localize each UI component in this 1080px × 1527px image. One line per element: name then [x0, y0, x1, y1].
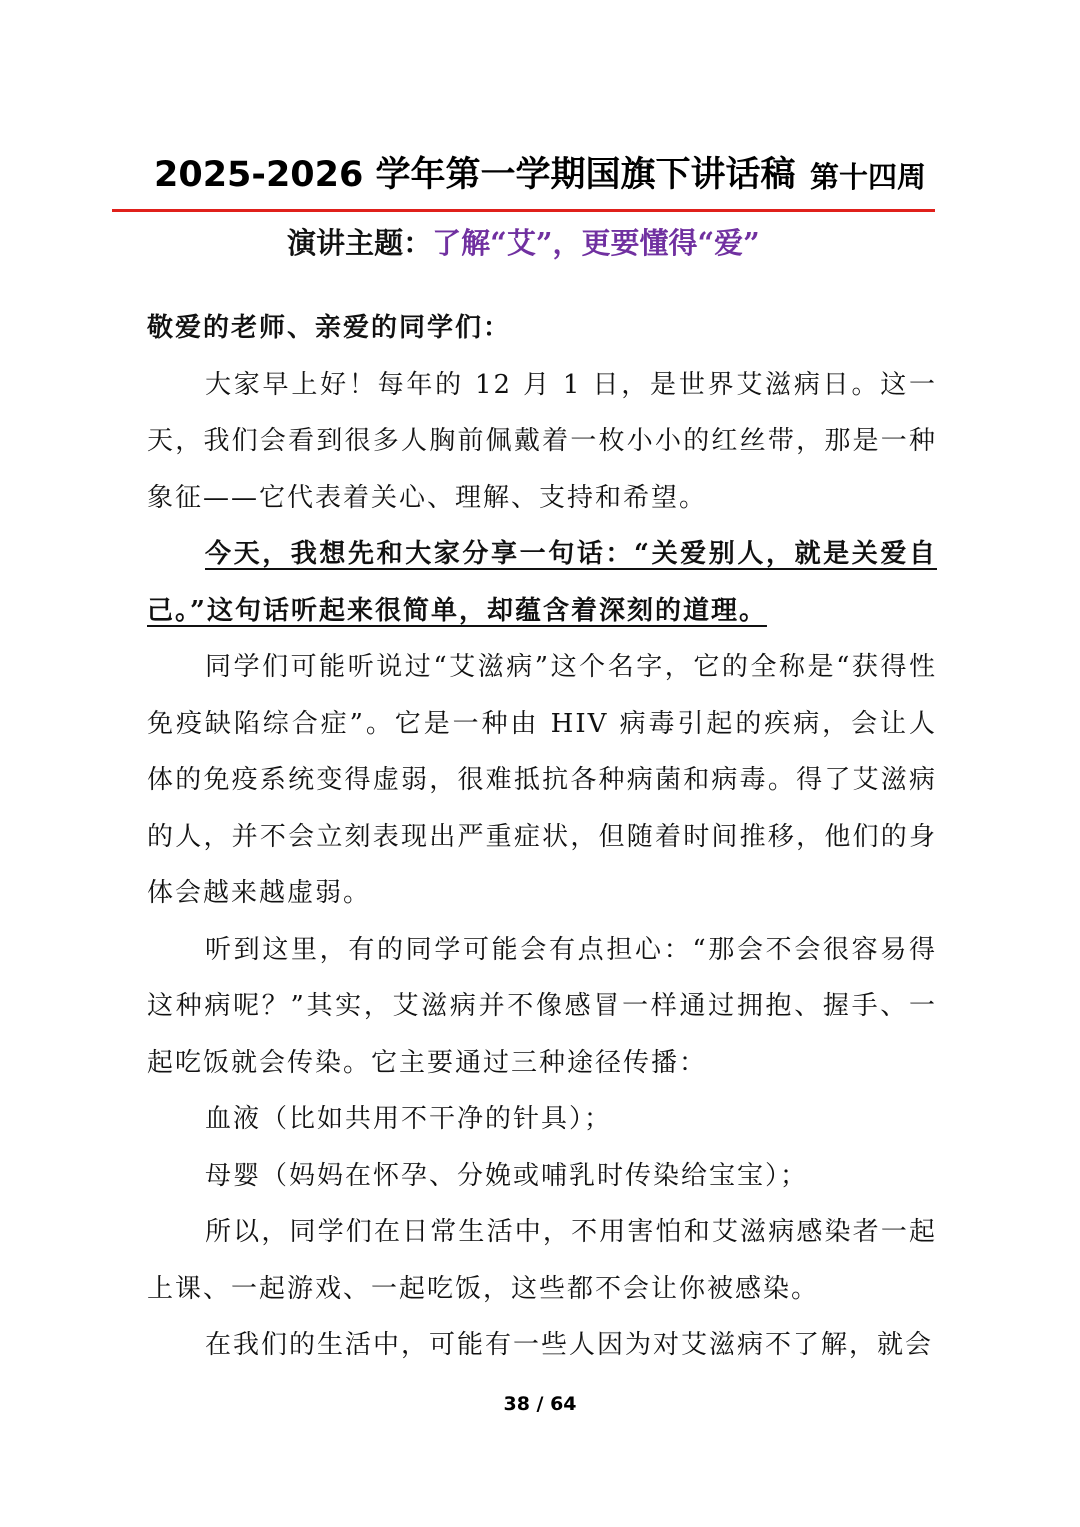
paragraph-continued: 在我们的生活中，可能有一些人因为对艾滋病不了解，就会	[205, 1330, 934, 1360]
document-header	[112, 150, 936, 200]
paragraph-intro: 大家早上好！每年的 12 月 1 日，是世界艾滋病日。这一天，我们会看到很多人胸前佩戴着一枚小小的红丝带，那是一种象征——它代表着关心、理解、支持和希望。	[147, 369, 937, 513]
paragraph-definition: 同学们可能听说过“艾滋病”这个名字，它的全称是“获得性免疫缺陷综合症”。它是一种由 HIV 病毒引起的疾病，会让人体的免疫系统变得虚弱，很难抵抗各种病菌和病毒。得了艾滋病的人，并不会立刻表现出严重症状，但随着时间推移，他们的身体会越来越虚弱。	[147, 652, 937, 908]
list-item-blood: 血液（比如共用不干净的针具）；	[205, 1104, 613, 1134]
speech-topic-text: 了解“艾”，更要懂得“爱”	[432, 226, 760, 260]
paragraph-daily-life: 所以，同学们在日常生活中，不用害怕和艾滋病感染者一起上课、一起游戏、一起吃饭，这些都不会让你被感染。	[147, 1217, 937, 1304]
list-item-mother-child: 母婴（妈妈在怀孕、分娩或哺乳时传染给宝宝）；	[205, 1160, 809, 1191]
greeting: 敬爱的老师、亲爱的同学们：	[147, 313, 512, 343]
document-title: 2025-2026 学年第一学期国旗下讲话稿	[154, 155, 796, 195]
paragraph-transmission: 听到这里，有的同学可能会有点担心：“那会不会很容易得这种病呢？”其实，艾滋病并不像感冒一样通过拥抱、握手、一起吃饭就会传染。它主要通过三种途径传播：	[147, 934, 937, 1078]
speech-topic	[112, 220, 935, 266]
header-divider	[112, 209, 935, 212]
paragraph-quote: 今天，我想先和大家分享一句话：“关爱别人，就是关爱自己。”这句话听起来很简单，却蕴含着深刻的道理。	[147, 539, 937, 626]
speech-topic-label: 演讲主题：	[287, 226, 433, 260]
speech-body	[147, 300, 937, 1374]
week-label: 第十四周	[809, 160, 926, 194]
page-number: 38 / 64	[503, 1393, 577, 1415]
